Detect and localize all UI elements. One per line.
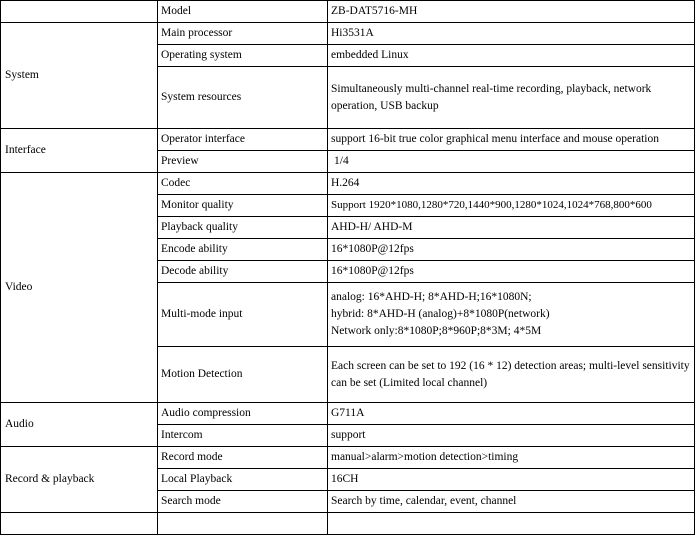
spec-value-system-resources: Simultaneously multi-channel real-time recording, playback, network operation, USB backup — [328, 67, 695, 129]
spec-label-audio-compression: Audio compression — [158, 403, 328, 425]
spec-value-operator-interface: support 16-bit true color graphical menu interface and mouse operation — [328, 129, 695, 151]
spec-value-playback-quality: AHD-H/ AHD-M — [328, 217, 695, 239]
table-row-main-processor — [1, 23, 695, 45]
spec-value-monitor-quality: Support 1920*1080,1280*720,1440*900,1280*1024,1024*768,800*600 — [328, 195, 695, 217]
multi-mode-line-network: Network only:8*1080P;8*960P;8*3M; 4*5M — [331, 324, 542, 337]
spec-label-cutoff — [158, 513, 328, 535]
category-cell-cutoff — [1, 513, 158, 535]
table-row-audio-compression — [1, 403, 695, 425]
spec-label-motion-detection: Motion Detection — [158, 347, 328, 403]
table-row-record-mode — [1, 447, 695, 469]
category-interface: Interface — [1, 129, 158, 173]
spec-label-encode-ability: Encode ability — [158, 239, 328, 261]
spec-value-local-playback: 16CH — [328, 469, 695, 491]
spec-value-record-mode: manual>alarm>motion detection>timing — [328, 447, 695, 469]
category-audio: Audio — [1, 403, 158, 447]
spec-label-decode-ability: Decode ability — [158, 261, 328, 283]
spec-value-codec: H.264 — [328, 173, 695, 195]
table-row-partial — [1, 513, 695, 535]
spec-label-playback-quality: Playback quality — [158, 217, 328, 239]
spec-value-audio-compression: G711A — [328, 403, 695, 425]
category-cell-empty — [1, 1, 158, 23]
category-system: System — [1, 23, 158, 129]
spec-label-system-resources: System resources — [158, 67, 328, 129]
spec-value-main-processor: Hi3531A — [328, 23, 695, 45]
multi-mode-line-hybrid: hybrid: 8*AHD-H (analog)+8*1080P(network) — [331, 308, 550, 321]
spec-value-encode-ability: 16*1080P@12fps — [328, 239, 695, 261]
table-row-operator-interface — [1, 129, 695, 151]
spec-value-cutoff — [328, 513, 695, 535]
category-video: Video — [1, 173, 158, 403]
multi-mode-line-analog: analog: 16*AHD-H; 8*AHD-H;16*1080N; — [331, 291, 532, 304]
spec-value-operating-system: embedded Linux — [328, 45, 695, 67]
category-record-playback: Record & playback — [1, 447, 158, 513]
spec-label-operating-system: Operating system — [158, 45, 328, 67]
table-row-codec — [1, 173, 695, 195]
spec-value-intercom: support — [328, 425, 695, 447]
spec-value-preview: 1/4 — [328, 151, 695, 173]
spec-label-operator-interface: Operator interface — [158, 129, 328, 151]
spec-label-codec: Codec — [158, 173, 328, 195]
spec-label-main-processor: Main processor — [158, 23, 328, 45]
spec-value-search-mode: Search by time, calendar, event, channel — [328, 491, 695, 513]
spec-label-preview: Preview — [158, 151, 328, 173]
spec-label-monitor-quality: Monitor quality — [158, 195, 328, 217]
spec-label-search-mode: Search mode — [158, 491, 328, 513]
spec-value-motion-detection: Each screen can be set to 192 (16 * 12) detection areas; multi-level sensitivity can be set (Limited local channel) — [328, 347, 695, 403]
spec-label-multi-mode-input: Multi-mode input — [158, 283, 328, 347]
spec-value-multi-mode-input — [328, 283, 695, 347]
spec-label-local-playback: Local Playback — [158, 469, 328, 491]
table-row-model — [1, 1, 695, 23]
spec-label-record-mode: Record mode — [158, 447, 328, 469]
spec-value-model: ZB-DAT5716-MH — [328, 1, 695, 23]
spec-value-decode-ability: 16*1080P@12fps — [328, 261, 695, 283]
spec-label-model: Model — [158, 1, 328, 23]
spec-label-intercom: Intercom — [158, 425, 328, 447]
